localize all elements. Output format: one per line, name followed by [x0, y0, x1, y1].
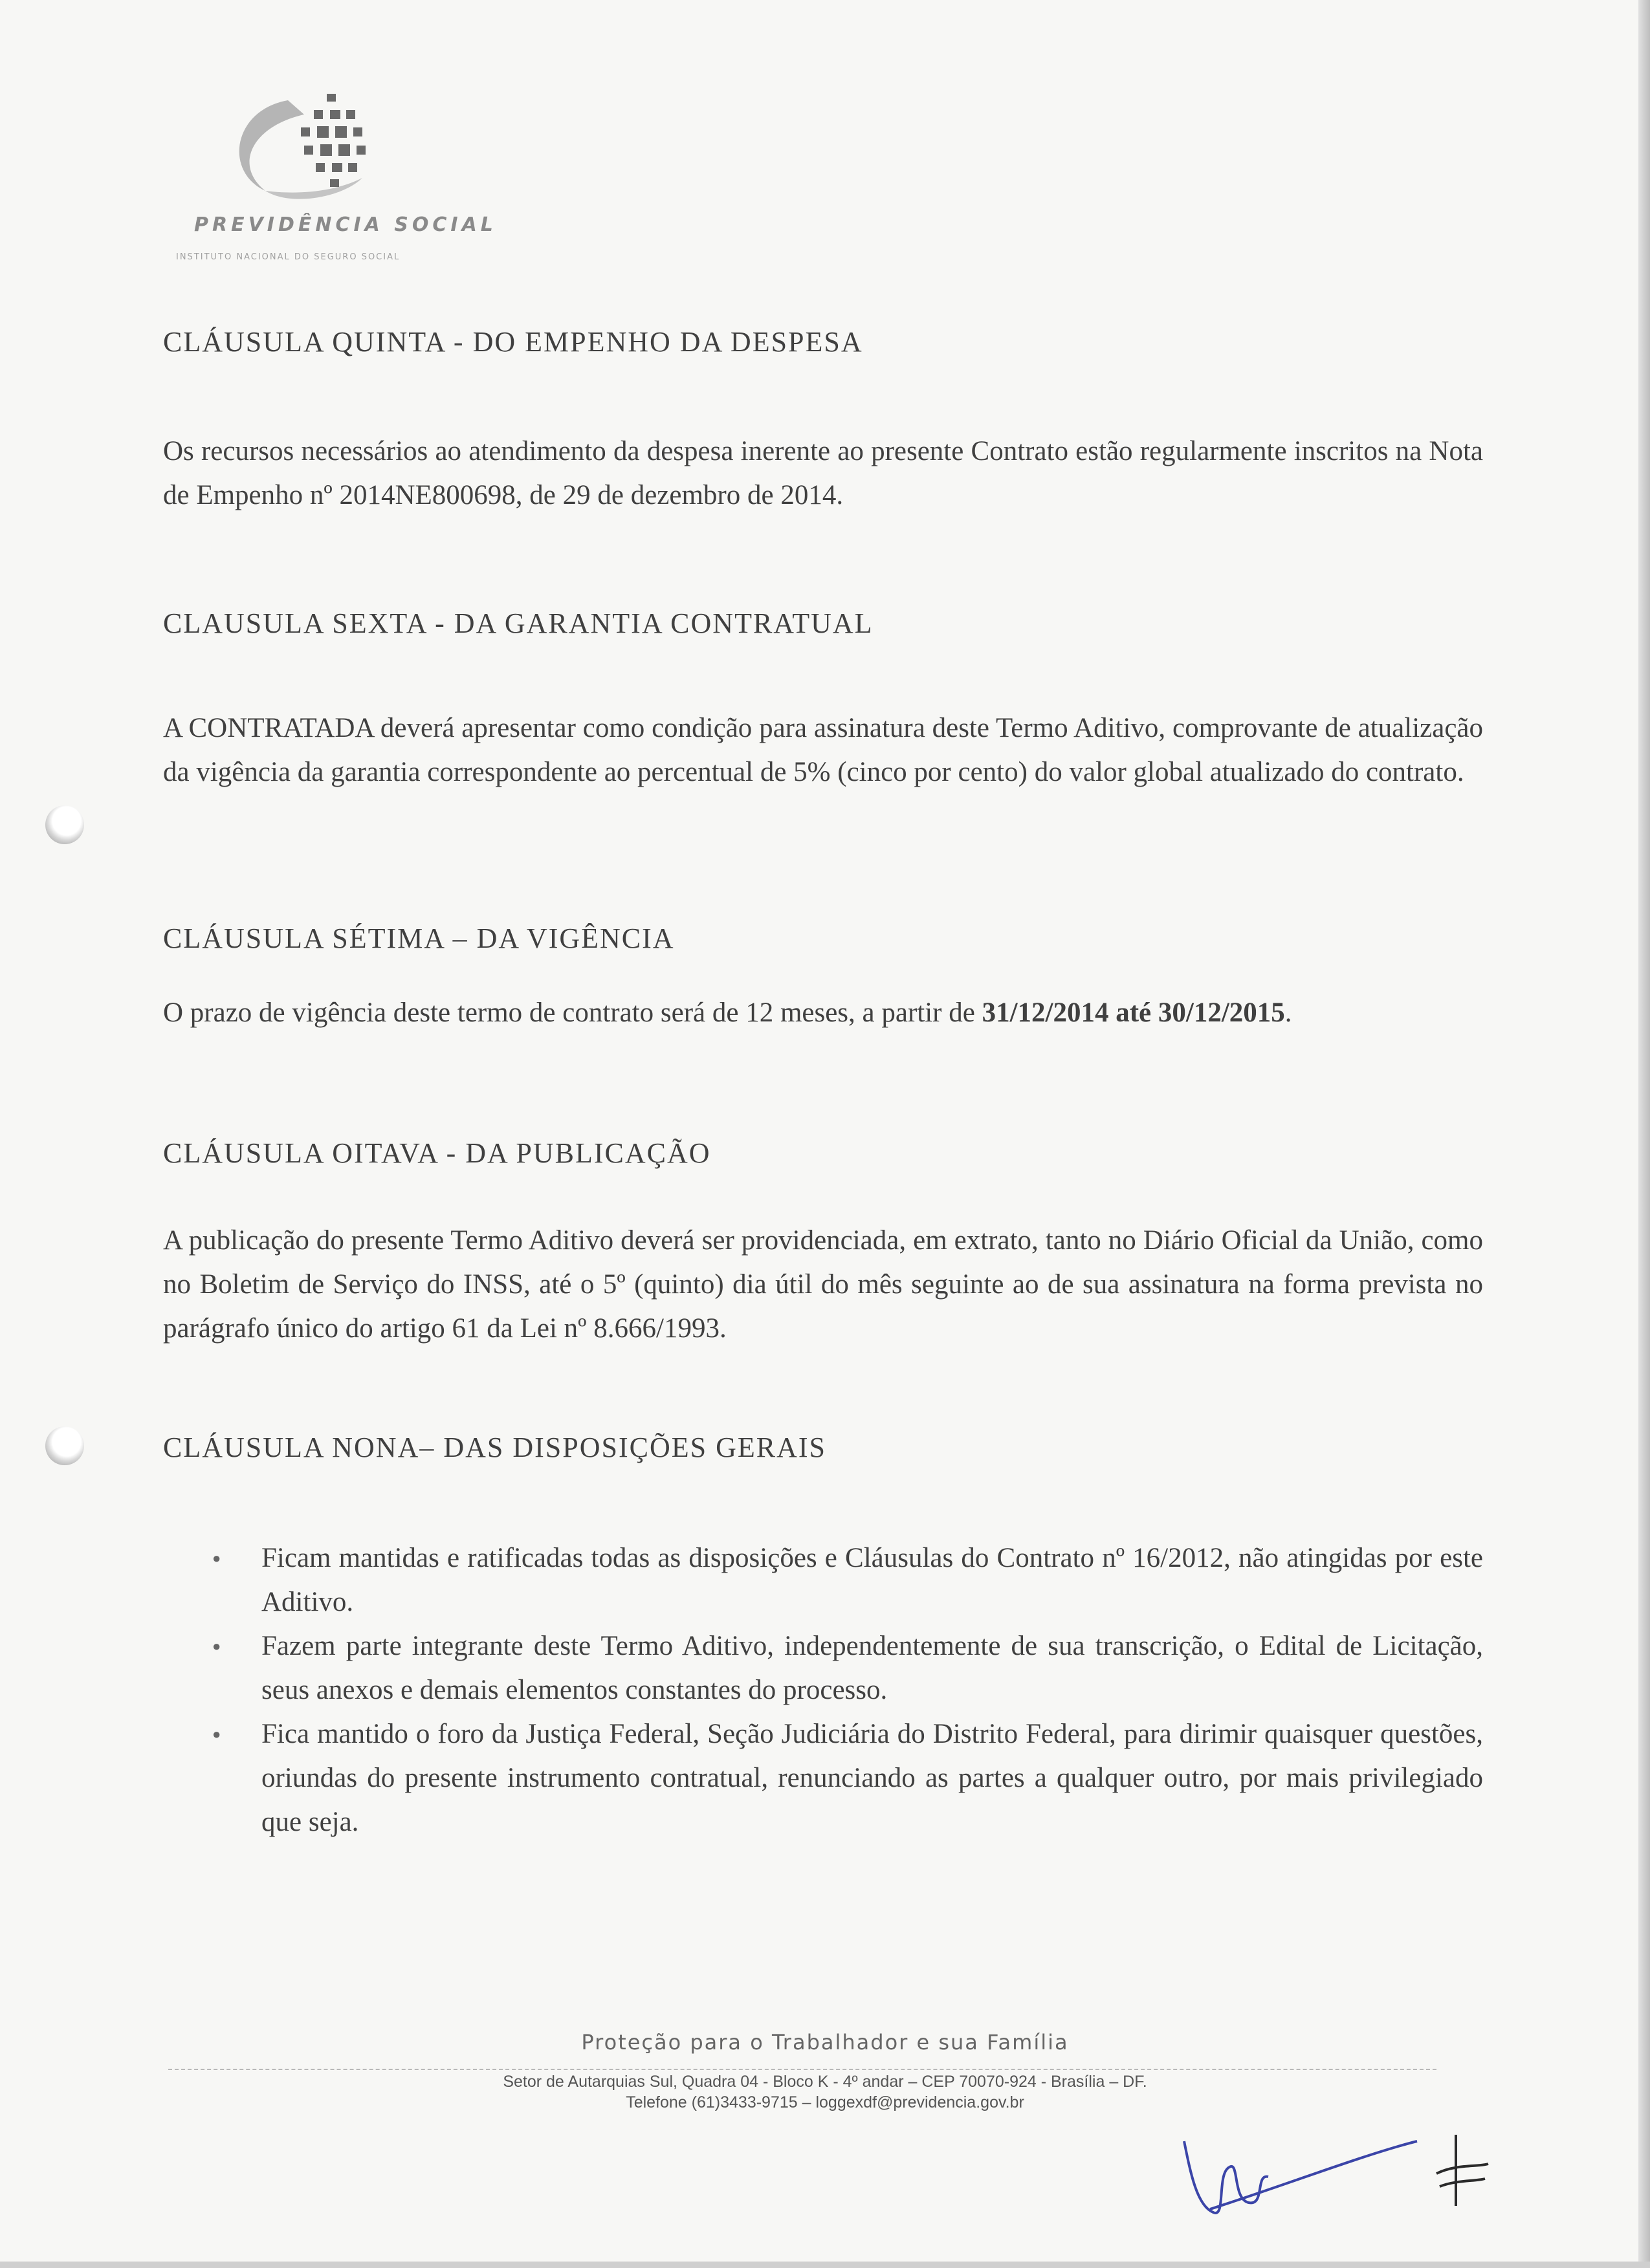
section-title-quinta: CLÁUSULA QUINTA - DO EMPENHO DA DESPESA: [163, 326, 863, 358]
section-body-setima: [163, 991, 1483, 1035]
section-title-sexta: CLAUSULA SEXTA - DA GARANTIA CONTRATUAL: [163, 607, 874, 639]
vigencia-period: 31/12/2014 até 30/12/2015: [982, 998, 1285, 1028]
footer-contact: Telefone (61)3433-9715 – loggexdf@previdencia.gov.br: [626, 2093, 1024, 2111]
footer-slogan: Proteção para o Trabalhador e sua Família: [581, 2030, 1069, 2055]
scan-edge: [1638, 0, 1650, 2268]
scan-edge-bottom: [0, 2262, 1650, 2268]
footer-divider: [168, 2069, 1436, 2070]
vigencia-end: .: [1284, 998, 1292, 1028]
handwritten-signature-icon: [1152, 2096, 1514, 2225]
section-body-oitava: A publicação do presente Termo Aditivo deverá ser providenciada, em extrato, tanto no Diário Oficial da União, como no Boletim de Serviço do INSS, até o 5º (quinto) dia útil do mês seguinte ao de sua assinatura na forma prevista no parágrafo único do artigo 61 da Lei nº 8.666/1993.: [163, 1225, 1483, 1344]
section-title-nona: CLÁUSULA NONA– DAS DISPOSIÇÕES GERAIS: [163, 1432, 827, 1463]
footer-address: Setor de Autarquias Sul, Quadra 04 - Bloco K - 4º andar – CEP 70070-924 - Brasília – DF.: [503, 2073, 1147, 2091]
section-body-quinta: Os recursos necessários ao atendimento da despesa inerente ao presente Contrato estão regularmente inscritos na Nota de Empenho nº 2014NE800698, de 29 de dezembro de 2014.: [163, 436, 1483, 510]
previdencia-logo-icon: [194, 74, 505, 281]
list-item: ● Fica mantido o foro da Justiça Federal, Seção Judiciária do Distrito Federal, para dirimir quaisquer questões, oriundas do presente instrumento contratual, renunciando as partes a qualquer outro, por mais privilegiado que seja.: [207, 1712, 1483, 1844]
list-item: ● Fazem parte integrante deste Termo Aditivo, independentemente de sua transcrição, o Edital de Licitação, seus anexos e demais elementos constantes do processo.: [207, 1624, 1483, 1712]
punch-hole-icon: [45, 805, 84, 844]
list-item: ● Ficam mantidas e ratificadas todas as disposições e Cláusulas do Contrato nº 16/2012, não atingidas por este Aditivo.: [207, 1536, 1483, 1624]
disposicoes-list: [207, 1536, 1483, 1844]
punch-hole-icon: [45, 1426, 84, 1465]
vigencia-text: O prazo de vigência deste termo de contrato será de 12 meses, a partir de: [163, 998, 982, 1028]
section-title-setima: CLÁUSULA SÉTIMA – DA VIGÊNCIA: [163, 922, 675, 954]
section-title-oitava: CLÁUSULA OITAVA - DA PUBLICAÇÃO: [163, 1137, 711, 1169]
logo-subtitle: INSTITUTO NACIONAL DO SEGURO SOCIAL: [176, 252, 401, 262]
logo-wordmark: PREVIDÊNCIA SOCIAL: [194, 213, 497, 236]
section-body-sexta: A CONTRATADA deverá apresentar como condição para assinatura deste Termo Aditivo, comprovante de atualização da vigência da garantia correspondente ao percentual de 5% (cinco por cento) do valor global atualizado do contrato.: [163, 713, 1483, 787]
